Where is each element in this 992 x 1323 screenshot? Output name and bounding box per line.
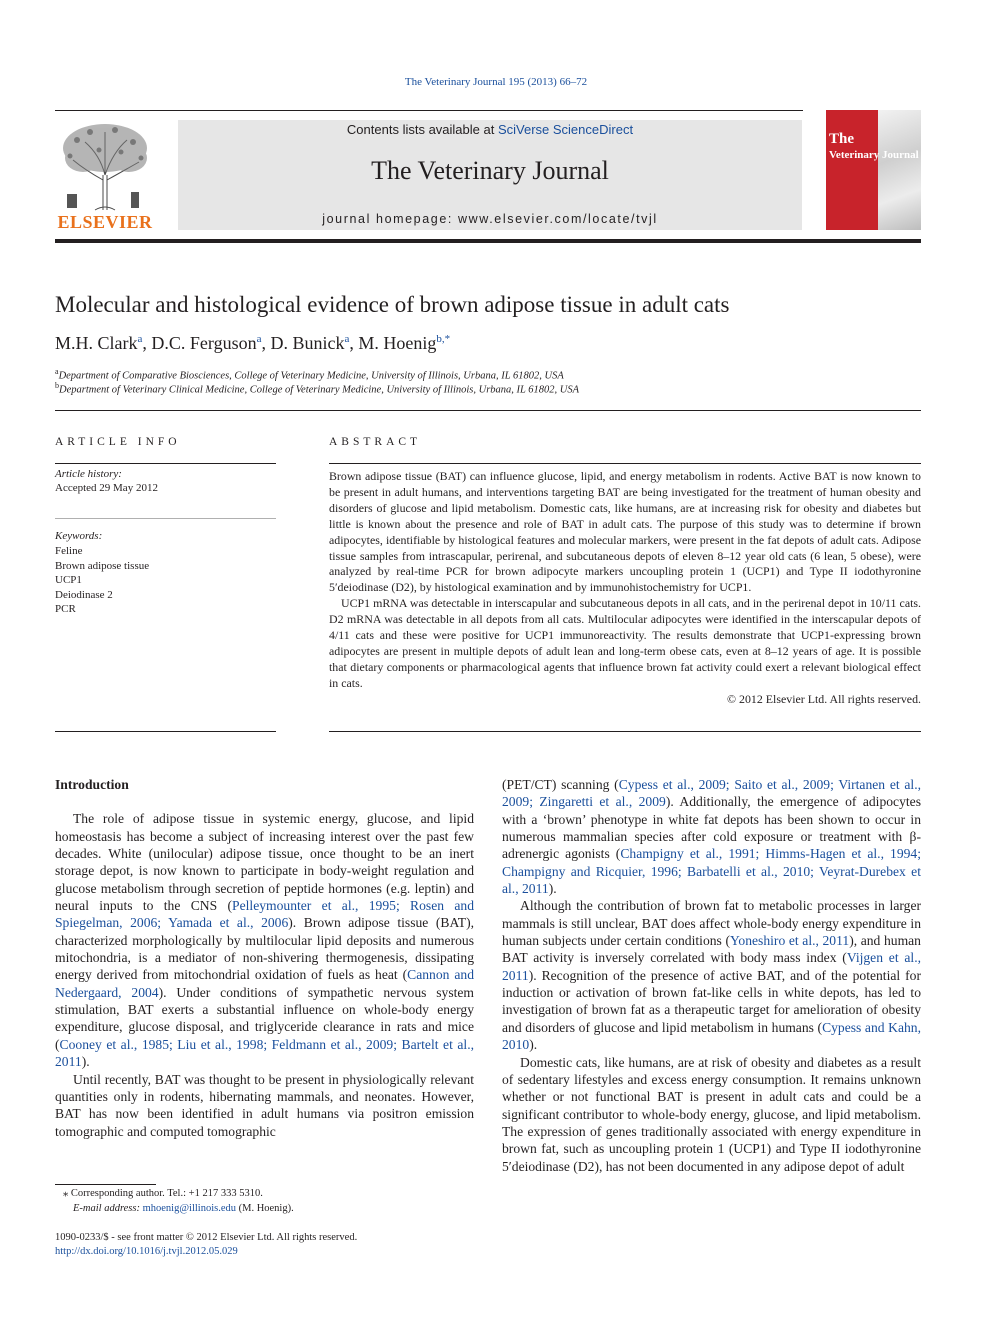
body-text: ). <box>548 881 557 897</box>
author-name: D. Bunick <box>270 333 345 353</box>
introduction-heading: Introduction <box>55 777 129 792</box>
header-thick-rule <box>55 239 921 243</box>
info-bottom-rule <box>55 731 276 732</box>
author-list: M.H. Clark$^a$, D.C. Ferguson$^a$, D. Bunick$^a$, M. Hoenig$^{b,*}$ <box>55 333 451 353</box>
body-paragraph <box>502 776 921 897</box>
keyword: Brown adipose tissue <box>55 559 150 572</box>
body-text: ). Under conditions of sympathetic nervous system stimulation, BAT exerts a substantial influence on whole-body energy expenditure, glucose disposal, and triglyceride clearance in rats and mice ( <box>55 984 475 1052</box>
email-link[interactable]: mhoenig@illinois.edu <box>142 1203 236 1214</box>
keyword: UCP1 <box>55 574 82 586</box>
keyword: Feline <box>55 545 83 557</box>
abstract-heading: ABSTRACT <box>329 436 422 448</box>
journal-citation[interactable]: The Veterinary Journal 195 (2013) 66–72 <box>404 76 588 88</box>
article-info-heading: ARTICLE INFO <box>55 436 181 448</box>
body-paragraph <box>502 897 921 1053</box>
keywords-list <box>55 544 149 617</box>
journal-header-box <box>178 120 802 230</box>
affiliation-text: Department of Comparative Biosciences, College of Veterinary Medicine, University of Illinois, Urbana, IL 61802, USA <box>58 370 564 382</box>
history-label: Article history: <box>55 468 122 480</box>
author-name: M.H. Clark <box>55 333 138 353</box>
author-affil-marker[interactable]: a <box>256 333 262 345</box>
author-affil-marker[interactable]: a <box>137 333 143 345</box>
citation-link[interactable]: Champigny et al., 1991; Himms-Hagen et al., 1994; Champigny and Ricquier, 1996; Barbatelli et al., 2010; Veyrat-Durebex et al., 2011 <box>502 846 921 897</box>
contents-availability-line <box>178 122 802 137</box>
citation-link[interactable]: Vijgen et al., 2011 <box>502 950 921 983</box>
abstract-rule <box>329 463 921 464</box>
body-text: Although the contribution of brown fat to metabolic processes in larger mammals is still unclear, BAT does affect whole-body energy expenditure in human subjects under certain conditions ( <box>502 898 921 949</box>
email-line <box>55 1201 294 1216</box>
body-text: The role of adipose tissue in systemic energy, glucose, and lipid homeostasis has become a subject of increasing interest over the past few decades. White (unilocular) adipose tissue, once thought to be an inert storage depot, is now known to participate in body-weight regulation and glucose metabolism through secretion of peptide hormones (e.g. leptin) and neural inputs to the CNS ( <box>55 811 474 914</box>
author-affil-marker[interactable]: a <box>344 333 350 345</box>
footnote-rule <box>55 1184 156 1185</box>
elsevier-logo <box>55 120 155 232</box>
journal-cover-thumbnail <box>826 110 921 230</box>
abstract-bottom-rule <box>329 731 921 732</box>
body-column-right <box>502 776 921 1175</box>
author-name: D.C. Ferguson <box>151 333 257 353</box>
contents-prefix: Contents lists available at <box>346 122 498 137</box>
affiliation-b <box>55 381 921 396</box>
body-paragraph <box>502 1054 921 1175</box>
email-suffix: (M. Hoenig). <box>235 1203 294 1214</box>
body-text: Until recently, BAT was thought to be present in physiologically relevant quantities only in rodents, hibernating mammals, and neonates. However, BAT has now been identified in adult humans via positron emission tomographic and computed tomographic <box>55 1071 474 1139</box>
cover-title-line1: The <box>829 131 855 147</box>
affiliation-a <box>55 367 921 382</box>
keyword: PCR <box>55 603 76 615</box>
body-text: ). Additionally, the emergence of adipocytes with a ‘brown’ phenotype in white fat depots has been shown to occur in numerous mammalian species after cold exposure or treatment with β-adrenergic agonists ( <box>502 794 921 862</box>
copyright-line: © 2012 Elsevier Ltd. All rights reserved. <box>727 691 921 706</box>
citation-link[interactable]: Pelleymounter et al., 1995; Rosen and Spiegelman, 2006; Yamada et al., 2006 <box>55 898 475 931</box>
cover-title-line2: Veterinary Journal <box>829 149 919 161</box>
body-paragraph <box>55 810 474 1070</box>
email-label: E-mail address: <box>73 1203 143 1214</box>
body-paragraph <box>55 1071 474 1140</box>
journal-title: The Veterinary Journal <box>371 156 609 185</box>
abstract-paragraph: Brown adipose tissue (BAT) can influence glucose, lipid, and energy metabolism in rodents. Active BAT is now known to be present in adult humans, and interventions targeting BAT are being investigated for the treatment of human obesity and disorders of glucose and lipid metabolism. Domestic cats, like humans, are at increasing risk for obesity and diabetes but little is known about the presence and role of BAT in adult cats. The purpose of this study was to determine if brown adipocytes, identifiable by histological features and molecular markers, were present in the fat depots of adult cats. Adipose tissue samples from intrascapular, perirenal, and subcutaneous depots of eleven 8–12 year old cats (6 lean, 5 obese), were analyzed by real-time PCR for brown adipocyte markers uncoupling protein 1 (UCP1) and Type II iodothyronine 5′deiodinase (D2), by histological examination and by immunohistochemistry for UCP1. <box>329 469 921 595</box>
issn-line: 1090-0233/$ - see front matter © 2012 Elsevier Ltd. All rights reserved. <box>55 1232 358 1243</box>
affiliation-marker: b <box>55 381 59 390</box>
info-rule <box>55 463 276 464</box>
cover-image-area <box>878 110 921 230</box>
citation-link[interactable]: Cooney et al., 1985; Liu et al., 1998; Feldmann et al., 2009; Bartelt et al., 2011 <box>55 1036 474 1070</box>
corresponding-author-line: ⁎ Corresponding author. Tel.: +1 217 333 5310. <box>63 1188 263 1199</box>
journal-homepage[interactable]: journal homepage: www.elsevier.com/locate/tvjl <box>322 212 658 226</box>
citation-link[interactable]: Yoneshiro et al., 2011 <box>729 933 850 949</box>
body-column-left <box>55 776 474 1140</box>
affiliation-marker: a <box>55 367 59 376</box>
abstract-paragraph: UCP1 mRNA was detectable in interscapular and subcutaneous depots in all cats, and in the perirenal depot in 10/11 cats. D2 mRNA was detectable in all depots from all cats. Multilocular adipocytes were identified in the interscapular depots of 4/11 cats and these were positive for UCP1 immunoreactivity. The results demonstrate that UCP1-expressing brown adipocytes are present in multiple depots of adult lean and long-term obese cats, even at 8–12 years of age. It is possible that dietary components or pharmacological agents that influence brown fat activity could exert a relevant biological effect in cats. <box>329 596 921 690</box>
citation-link[interactable]: Cypess and Kahn, 2010 <box>502 1019 922 1053</box>
body-text: (PET/CT) scanning ( <box>502 777 619 792</box>
author-affil-marker[interactable]: b,* <box>436 333 451 345</box>
article-title: Molecular and histological evidence of brown adipose tissue in adult cats <box>55 292 730 317</box>
keywords-label: Keywords: <box>55 530 103 542</box>
info-top-rule <box>55 410 921 411</box>
affiliation-text: Department of Veterinary Clinical Medicine, College of Veterinary Medicine, University of Illinois, Urbana, IL 61802, USA <box>59 384 580 396</box>
elsevier-tree-icon <box>55 120 155 212</box>
body-text: ). Recognition of the presence of active BAT, and of the potential for induction or activation of brown fat-like cells in white depots, has led to investigation of brown fat as a therapeutic target for amelioration of obesity and disorders of glucose and lipid metabolism in humans ( <box>502 967 921 1035</box>
history-value: Accepted 29 May 2012 <box>55 482 158 494</box>
doi-link[interactable]: http://dx.doi.org/10.1016/j.tvjl.2012.05.029 <box>55 1246 238 1257</box>
citation-link[interactable]: Cannon and Nedergaard, 2004 <box>55 967 474 1000</box>
top-rule <box>55 110 803 111</box>
body-text: Domestic cats, like humans, are at risk of obesity and diabetes as a result of sedentary lifestyles and excess energy consumption. It remains unknown whether or not functional BAT is present in adult cats and could be a significant contributor to whole-body energy, glucose, and lipid metabolism. The expression of genes traditionally associated with energy expenditure in brown fat, such as uncoupling protein 1 (UCP1) and Type II iodothyronine 5′deiodinase (D2), has not been documented in any adipose depot of adult <box>502 1054 921 1174</box>
citation-link[interactable]: Cypess et al., 2009; Saito et al., 2009; Virtanen et al., 2009; Zingaretti et al., 2009 <box>502 777 921 810</box>
sciverse-link[interactable]: SciVerse ScienceDirect <box>497 122 634 137</box>
elsevier-wordmark: ELSEVIER <box>57 212 153 232</box>
abstract-body <box>329 469 921 708</box>
cover-title <box>829 132 919 163</box>
front-matter-info <box>55 1231 357 1259</box>
info-divider <box>55 518 276 519</box>
corresponding-author-footnote <box>55 1186 294 1216</box>
body-text: ). Brown adipose tissue (BAT), characterized morphologically by multilocular lipid deposits and numerous mitochondria, is a mediator of non-shivering thermogenesis, dissipating energy derived from mitochondrial oxidation of fuels as heat ( <box>55 915 474 983</box>
keyword: Deiodinase 2 <box>55 588 113 601</box>
body-text: ). <box>529 1037 538 1053</box>
author-name: M. Hoenig <box>358 333 437 353</box>
body-text: ). <box>81 1054 90 1070</box>
body-text: ), and human BAT activity is inversely correlated with body mass index ( <box>502 933 921 966</box>
